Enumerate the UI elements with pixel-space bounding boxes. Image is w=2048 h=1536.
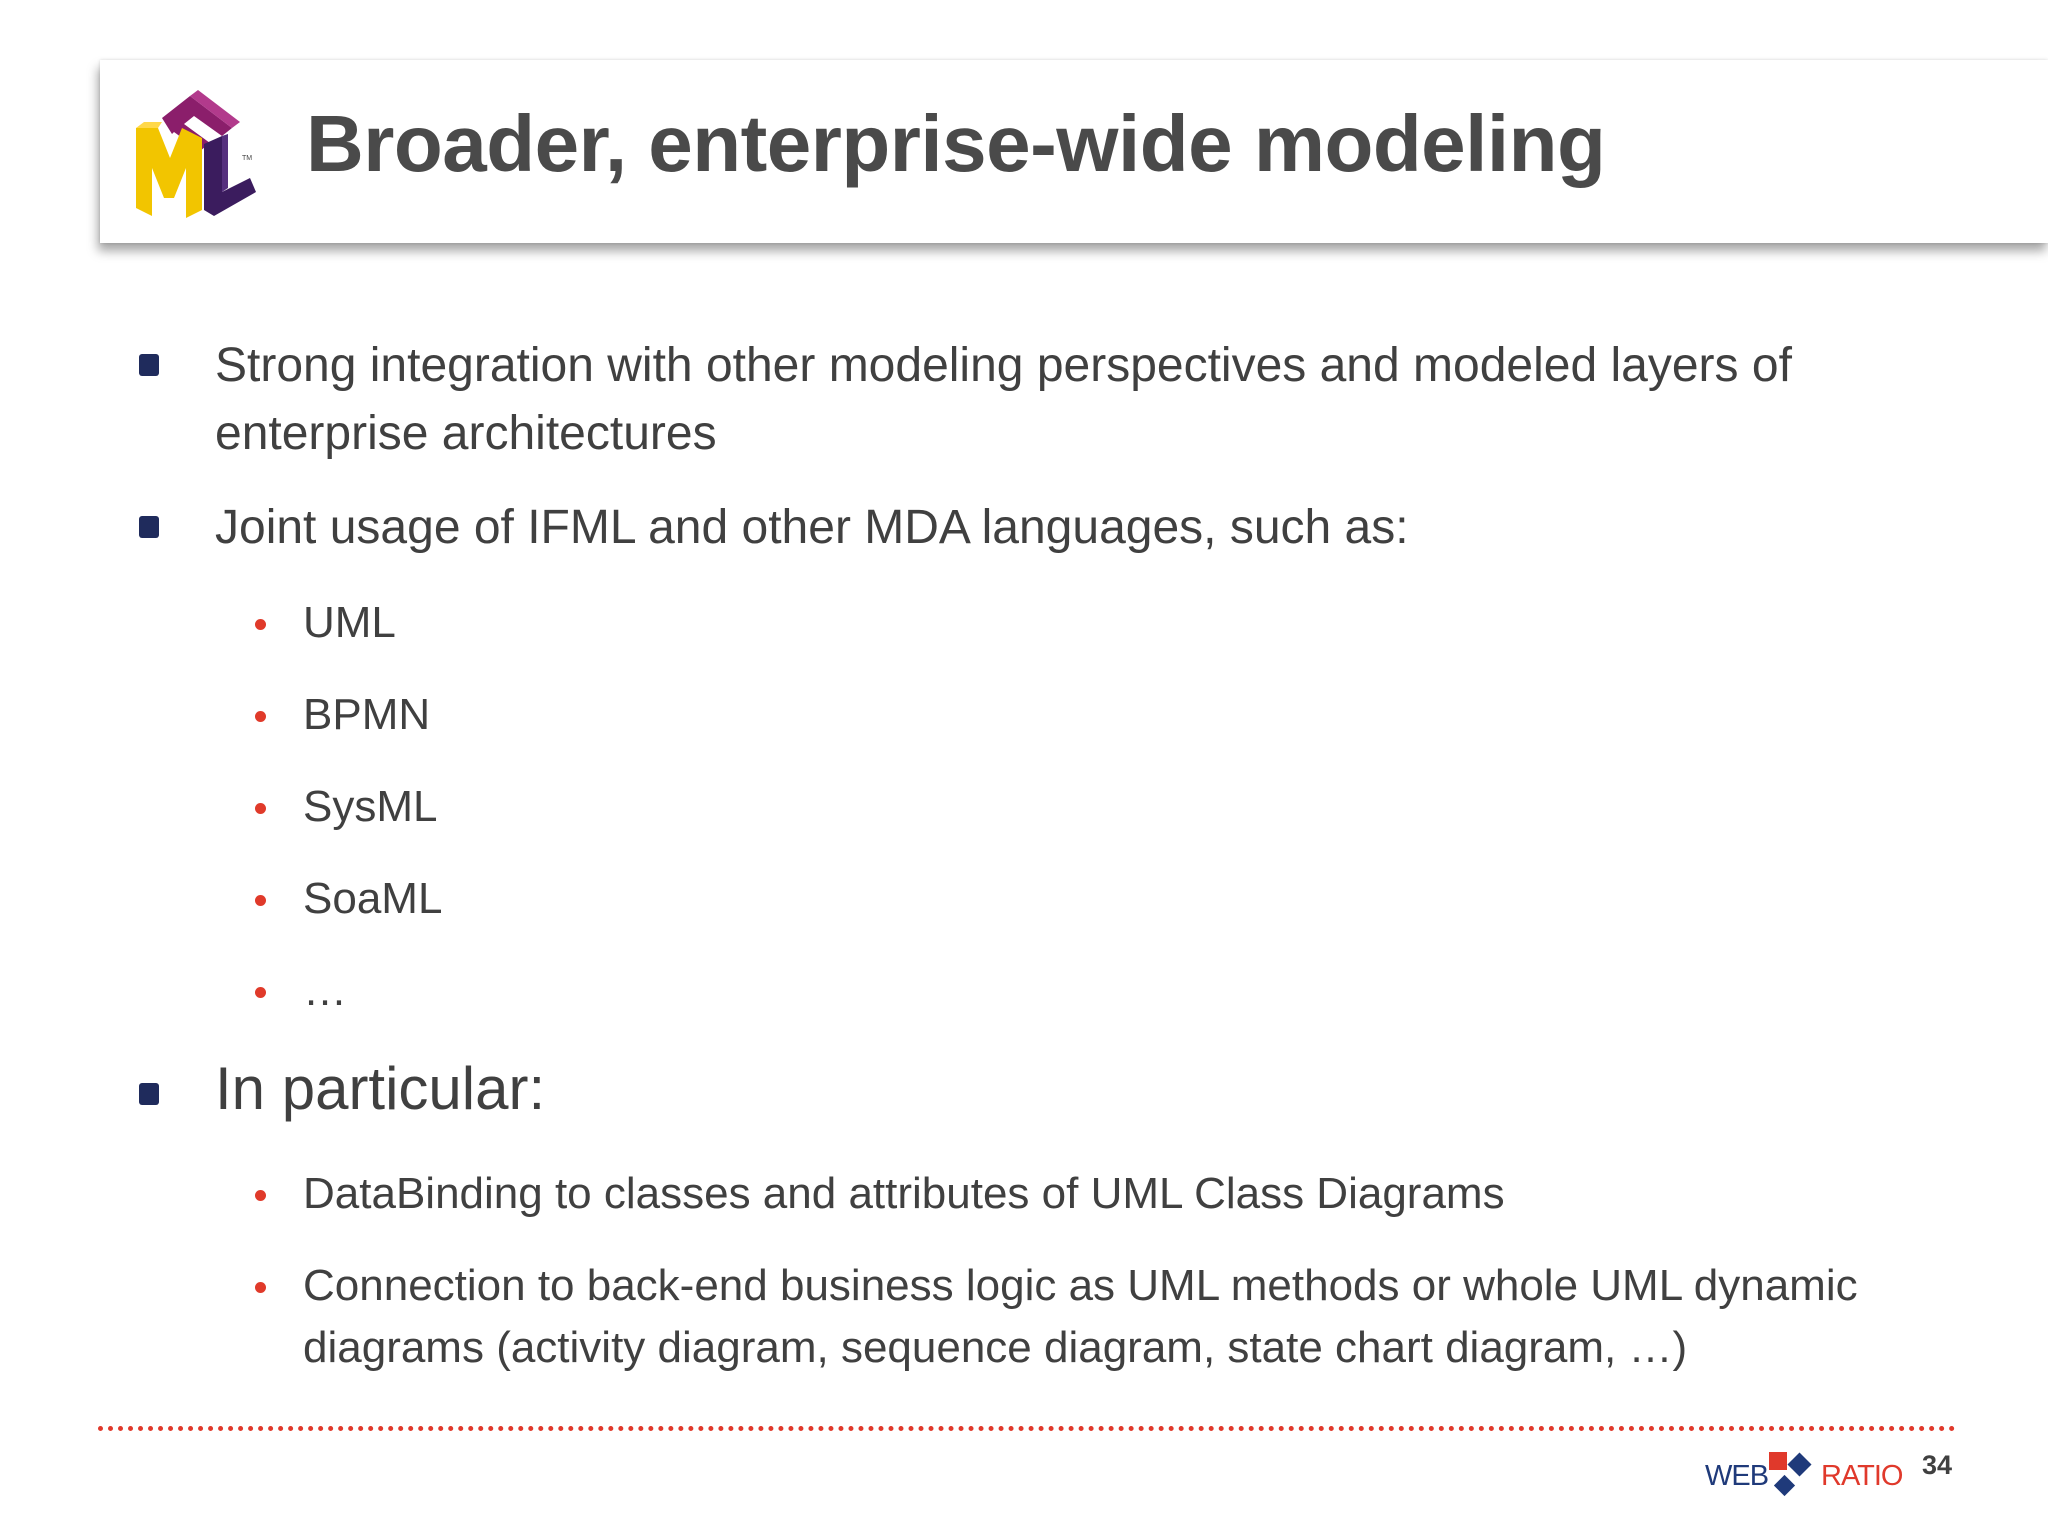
bullet-text: In particular: bbox=[215, 1055, 546, 1122]
dot-bullet-icon bbox=[255, 987, 266, 998]
webratio-logo bbox=[1705, 1448, 1915, 1504]
sub-bullet-text: BPMN bbox=[303, 690, 431, 739]
sub-bullet-text: UML bbox=[303, 598, 396, 647]
sub-bullet-item bbox=[303, 592, 1983, 654]
bullet-item bbox=[215, 494, 1955, 562]
bullet-text: Joint usage of IFML and other MDA languages, such as: bbox=[215, 501, 1409, 554]
dot-bullet-icon bbox=[255, 711, 266, 722]
square-bullet-icon bbox=[139, 354, 159, 376]
square-bullet-icon bbox=[139, 1083, 159, 1105]
sub-bullet-text: Connection to back-end business logic as UML methods or whole UML dynamic diagrams (activity diagram, sequence diagram, state chart diagram, …) bbox=[303, 1261, 1858, 1372]
sub-bullet-item bbox=[303, 776, 1983, 838]
slide-title: Broader, enterprise-wide modeling bbox=[306, 99, 1606, 188]
dot-bullet-icon bbox=[255, 619, 266, 630]
dot-bullet-icon bbox=[255, 803, 266, 814]
square-bullet-icon bbox=[139, 516, 159, 538]
sub-bullet-text: … bbox=[303, 966, 347, 1015]
sub-bullet-item bbox=[303, 868, 1983, 930]
bullet-item bbox=[215, 332, 1955, 468]
sub-bullet-text: SysML bbox=[303, 782, 438, 831]
sub-bullet-text: SoaML bbox=[303, 874, 443, 923]
dot-bullet-icon bbox=[255, 1190, 266, 1201]
sub-bullet-text: DataBinding to classes and attributes of UML Class Diagrams bbox=[303, 1169, 1505, 1218]
webratio-diamond-icon bbox=[1765, 1448, 1821, 1504]
sub-bullet-item bbox=[303, 684, 1983, 746]
dot-bullet-icon bbox=[255, 895, 266, 906]
sub-bullet-item bbox=[303, 1255, 1983, 1379]
brand-left-text: WEB bbox=[1705, 1460, 1769, 1492]
brand-right-text: RATIO bbox=[1821, 1460, 1903, 1492]
sub-bullet-item bbox=[303, 960, 1983, 1022]
bullet-item bbox=[215, 1055, 1955, 1123]
page-number: 34 bbox=[1922, 1450, 1953, 1480]
bullet-text: Strong integration with other modeling perspectives and modeled layers of enterprise architectures bbox=[215, 339, 1792, 460]
svg-text:TM: TM bbox=[242, 155, 253, 162]
footer-divider bbox=[98, 1426, 1956, 1431]
dot-bullet-icon bbox=[255, 1282, 266, 1293]
sub-bullet-item bbox=[303, 1163, 1983, 1225]
